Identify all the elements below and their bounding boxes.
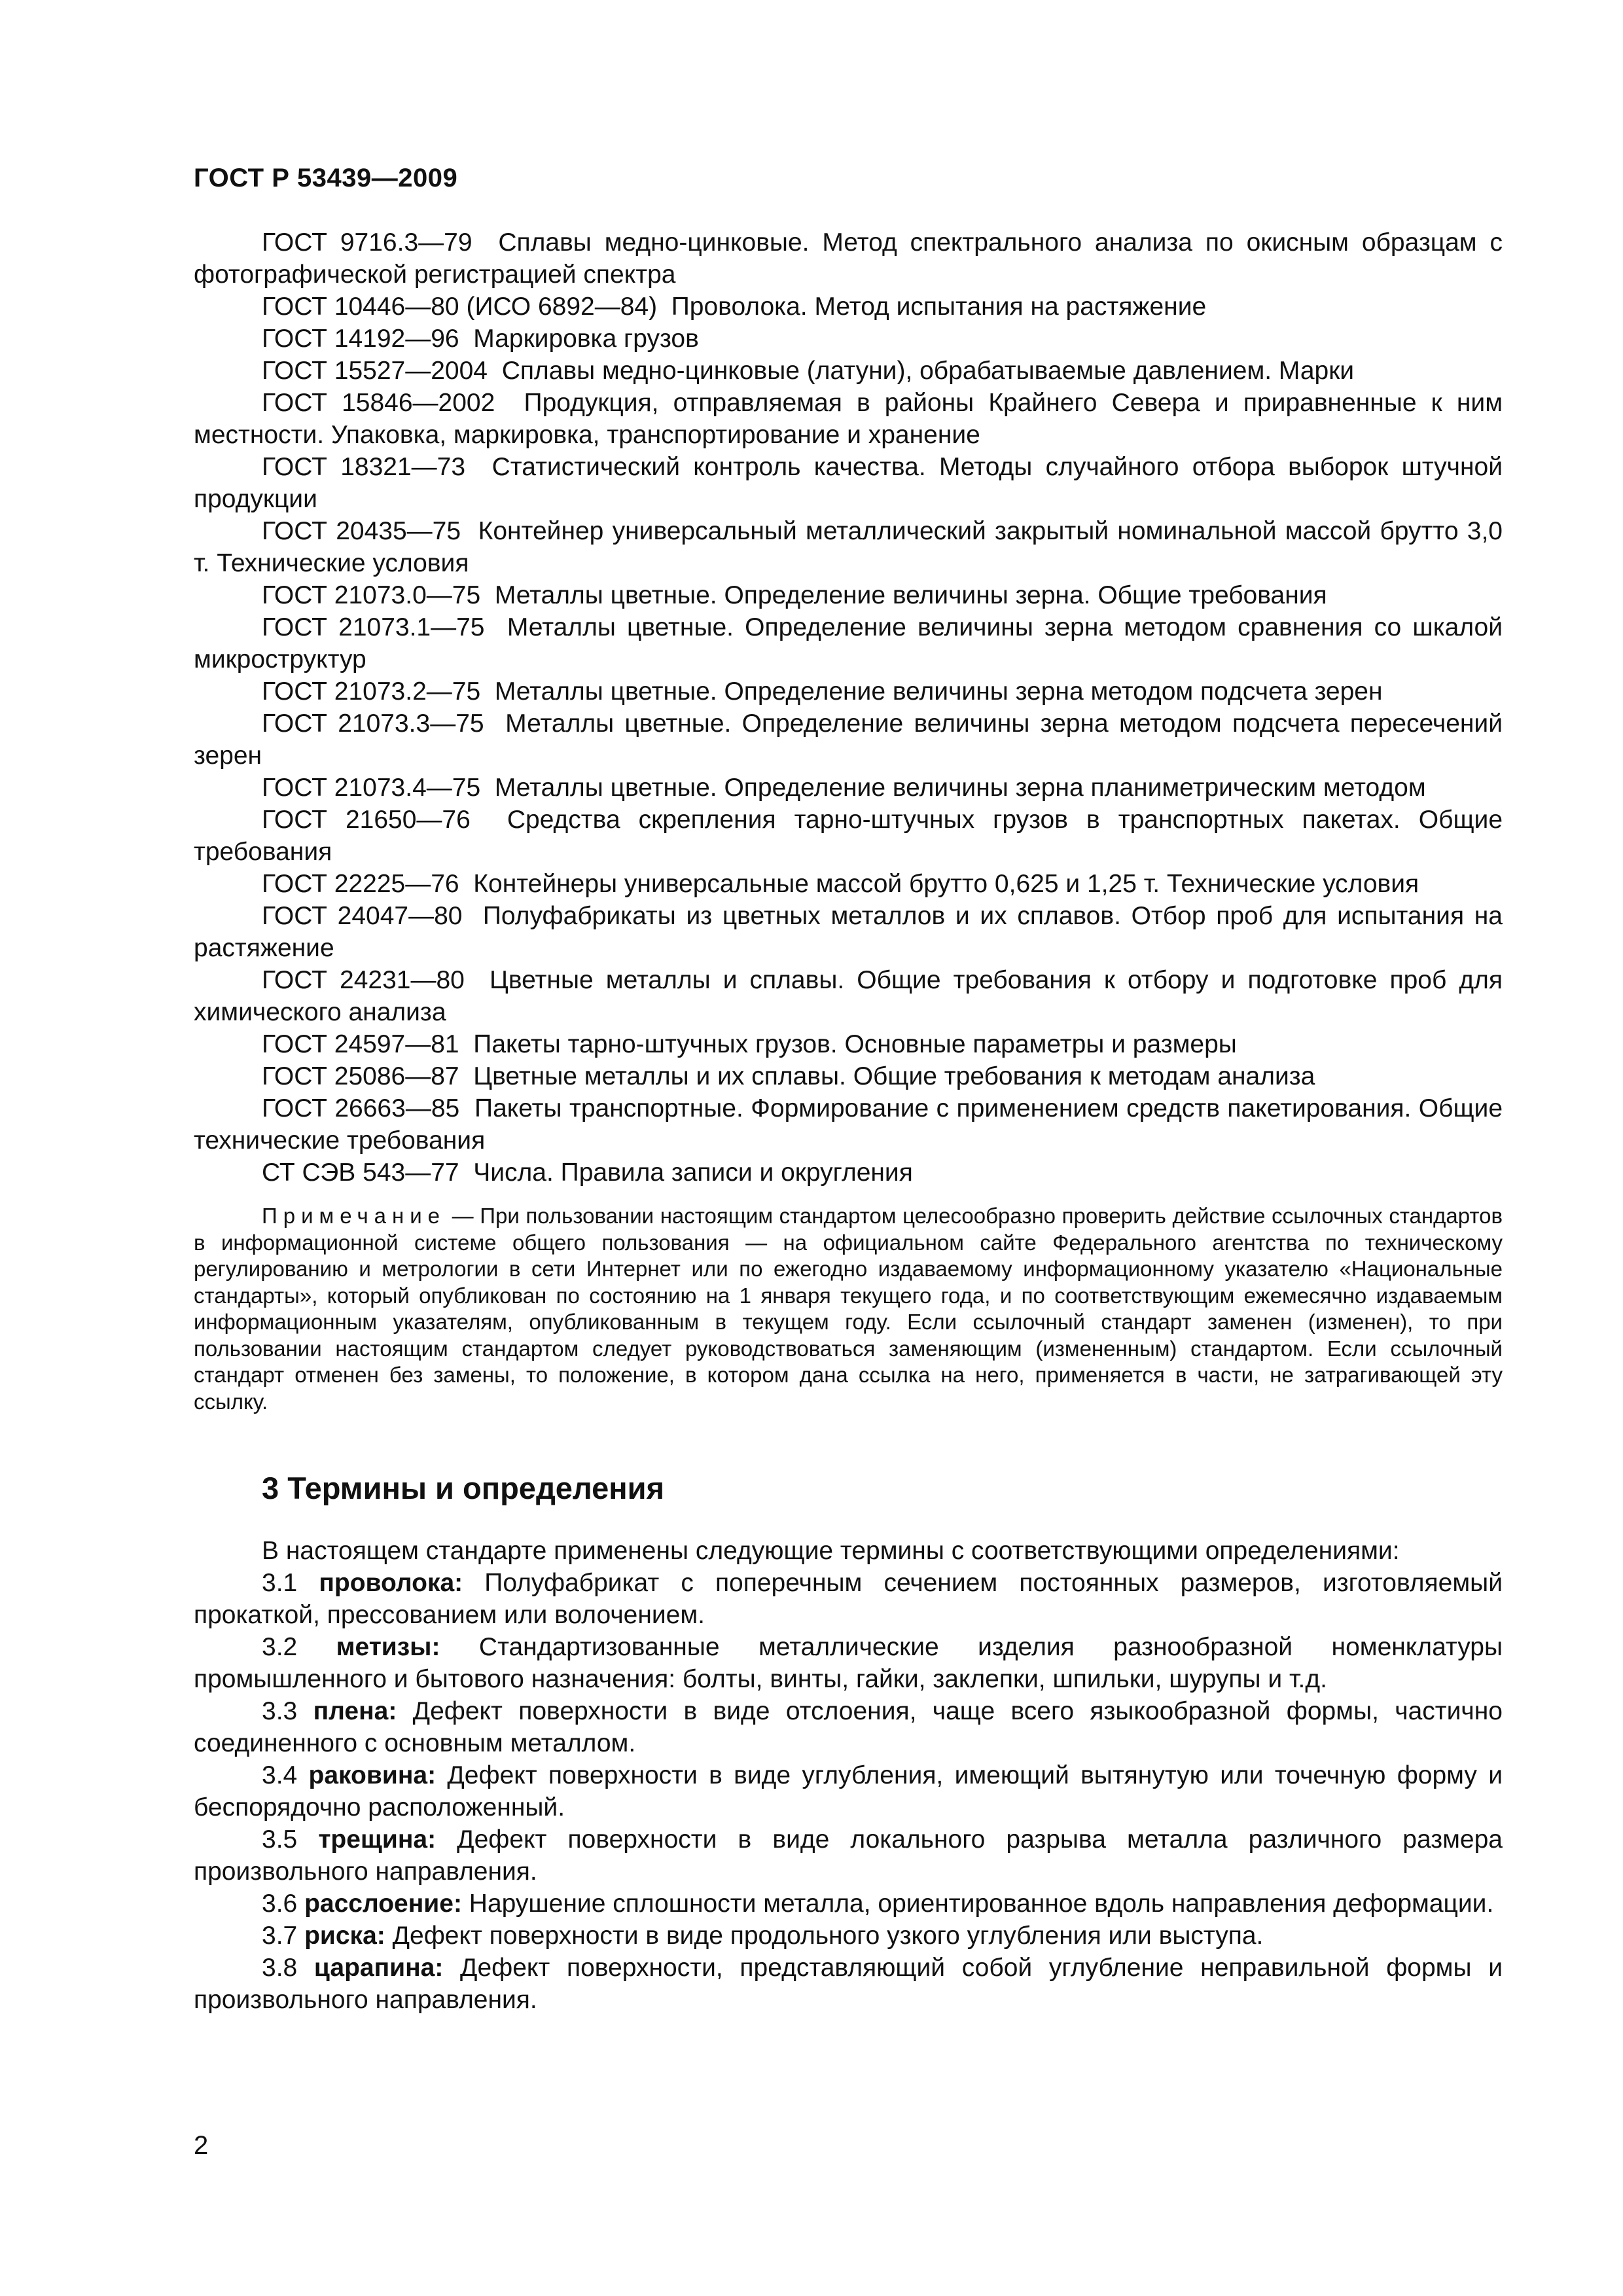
reference-code: ГОСТ 21073.4—75 — [262, 774, 481, 802]
reference-item — [194, 1060, 1503, 1092]
term-word: плена: — [313, 1697, 397, 1725]
reference-item — [194, 868, 1503, 900]
reference-title: Цветные металлы и сплавы. Общие требования к отбору и подготовке проб для химического анализа — [194, 966, 1503, 1026]
reference-title: Металлы цветные. Определение величины зерна. Общие требования — [494, 581, 1327, 609]
reference-code: ГОСТ 22225—76 — [262, 870, 459, 898]
reference-code: ГОСТ 15846—2002 — [262, 389, 495, 417]
term-word: метизы: — [336, 1633, 440, 1661]
reference-item — [194, 291, 1503, 323]
reference-title: Продукция, отправляемая в районы Крайнего Севера и приравненные к ним местности. Упаковка, маркировка, транспортирование и хранение — [194, 389, 1503, 449]
term-number: 3.8 — [262, 1954, 298, 1982]
term-item — [194, 1952, 1503, 2016]
term-number: 3.3 — [262, 1697, 298, 1725]
terms-list — [194, 1535, 1503, 2016]
term-definition: Дефект поверхности в виде локального разрыва металла различного размера произвольного направления. — [194, 1825, 1503, 1886]
term-item — [194, 1695, 1503, 1759]
term-item — [194, 1823, 1503, 1888]
note-text: — При пользовании настоящим стандартом целесообразно проверить действие ссылочных стандартов в информационной системе общего пользования — на официальном сайте Федерального агентства по техническому регулированию и метрологии в сети Интернет или по ежегодно издаваемому информационному указателю «Национальные стандарты», который опубликован по состоянию на 1 января текущего года, и по соответствующим ежемесячно издаваемым информационным указателям, опубликованным в текущем году. Если ссылочный стандарт заменен (изменен), то при пользовании настоящим стандартом следует руководствоваться заменяющим (измененным) стандартом. Если ссылочный стандарт отменен без замены, то положение, в котором дана ссылка на него, применяется в части, не затрагивающей эту ссылку. — [194, 1204, 1503, 1414]
reference-title: Сплавы медно-цинковые. Метод спектрального анализа по окисным образцам с фотографической регистрацией спектра — [194, 228, 1503, 289]
document-header: ГОСТ Р 53439—2009 — [194, 164, 458, 192]
term-number: 3.6 — [262, 1890, 298, 1918]
reference-code: ГОСТ 21073.3—75 — [262, 709, 484, 738]
page-number: 2 — [194, 2131, 209, 2160]
term-word: расслоение: — [304, 1890, 462, 1918]
term-number: 3.7 — [262, 1922, 298, 1950]
reference-item — [194, 1092, 1503, 1157]
term-number: 3.1 — [262, 1569, 298, 1597]
reference-code: ГОСТ 21073.1—75 — [262, 613, 485, 641]
reference-code: ГОСТ 21073.0—75 — [262, 581, 481, 609]
term-item — [194, 1759, 1503, 1823]
reference-item — [194, 355, 1503, 387]
reference-title: Контейнеры универсальные массой брутто 0,625 и 1,25 т. Технические условия — [473, 870, 1419, 898]
reference-code: ГОСТ 21073.2—75 — [262, 677, 481, 706]
reference-title: Металлы цветные. Определение величины зерна методом сравнения со шкалой микроструктур — [194, 613, 1503, 673]
term-definition: Дефект поверхности в виде продольного узкого углубления или выступа. — [392, 1922, 1264, 1950]
reference-item — [194, 772, 1503, 804]
reference-title: Сплавы медно-цинковые (латуни), обрабатываемые давлением. Марки — [501, 357, 1355, 385]
reference-code: ГОСТ 20435—75 — [262, 517, 461, 545]
reference-code: ГОСТ 15527—2004 — [262, 357, 488, 385]
term-number: 3.2 — [262, 1633, 298, 1661]
reference-title: Проволока. Метод испытания на растяжение — [671, 293, 1207, 321]
reference-title: Металлы цветные. Определение величины зерна методом подсчета пересечений зерен — [194, 709, 1503, 770]
reference-code: СТ СЭВ 543—77 — [262, 1158, 459, 1187]
term-word: риска: — [304, 1922, 385, 1950]
reference-item — [194, 804, 1503, 868]
note-label: Примечание — [262, 1204, 446, 1228]
term-item — [194, 1920, 1503, 1952]
term-item — [194, 1631, 1503, 1695]
reference-code: ГОСТ 14192—96 — [262, 325, 459, 353]
reference-item — [194, 708, 1503, 772]
reference-title: Пакеты тарно-штучных грузов. Основные параметры и размеры — [473, 1030, 1237, 1058]
reference-item — [194, 451, 1503, 515]
reference-title: Средства скрепления тарно-штучных грузов в транспортных пакетах. Общие требования — [194, 806, 1503, 866]
reference-code: ГОСТ 21650—76 — [262, 806, 471, 834]
section-title: 3 Термины и определения — [262, 1471, 664, 1505]
reference-item — [194, 515, 1503, 579]
reference-item — [194, 1157, 1503, 1189]
term-word: царапина: — [313, 1954, 444, 1982]
reference-item — [194, 675, 1503, 708]
term-definition: Дефект поверхности в виде углубления, имеющий вытянутую или точечную форму и беспорядочно расположенный. — [194, 1761, 1503, 1821]
term-definition: Дефект поверхности в виде отслоения, чаще всего языкообразной формы, частично соединенного с основным металлом. — [194, 1697, 1503, 1757]
references-list — [194, 226, 1503, 1189]
reference-item — [194, 323, 1503, 355]
note-paragraph — [194, 1203, 1503, 1415]
term-number: 3.4 — [262, 1761, 298, 1789]
reference-item — [194, 1028, 1503, 1060]
term-number: 3.5 — [262, 1825, 298, 1854]
term-word: раковина: — [308, 1761, 437, 1789]
reference-title: Числа. Правила записи и округления — [473, 1158, 913, 1187]
reference-code: ГОСТ 9716.3—79 — [262, 228, 473, 257]
reference-item — [194, 964, 1503, 1028]
reference-code: ГОСТ 18321—73 — [262, 453, 466, 481]
term-definition: Стандартизованные металлические изделия разнообразной номенклатуры промышленного и бытового назначения: болты, винты, гайки, заклепки, шпильки, шурупы и т.д. — [194, 1633, 1503, 1693]
reference-title: Полуфабрикаты из цветных металлов и их сплавов. Отбор проб для испытания на растяжение — [194, 902, 1503, 962]
reference-title: Металлы цветные. Определение величины зерна методом подсчета зерен — [494, 677, 1383, 706]
reference-code: ГОСТ 25086—87 — [262, 1062, 459, 1090]
terms-intro: В настоящем стандарте применены следующие термины с соответствующими определениями: — [262, 1537, 1400, 1565]
term-definition: Полуфабрикат с поперечным сечением постоянных размеров, изготовляемый прокаткой, прессованием или волочением. — [194, 1569, 1503, 1629]
term-word: проволока: — [319, 1569, 463, 1597]
reference-code: ГОСТ 24231—80 — [262, 966, 465, 994]
term-definition: Нарушение сплошности металла, ориентированное вдоль направления деформации. — [469, 1890, 1494, 1918]
reference-item — [194, 226, 1503, 291]
reference-item — [194, 387, 1503, 451]
term-item — [194, 1888, 1503, 1920]
reference-title: Контейнер универсальный металлический закрытый номинальной массой брутто 3,0 т. Технические условия — [194, 517, 1503, 577]
reference-title: Маркировка грузов — [473, 325, 699, 353]
reference-title: Цветные металлы и их сплавы. Общие требования к методам анализа — [473, 1062, 1315, 1090]
term-item — [194, 1567, 1503, 1631]
reference-title: Статистический контроль качества. Методы случайного отбора выборок штучной продукции — [194, 453, 1503, 513]
reference-title: Металлы цветные. Определение величины зерна планиметрическим методом — [494, 774, 1426, 802]
reference-code: ГОСТ 24047—80 — [262, 902, 463, 930]
reference-item — [194, 611, 1503, 675]
reference-item — [194, 579, 1503, 611]
term-definition: Дефект поверхности, представляющий собой углубление неправильной формы и произвольного направления. — [194, 1954, 1503, 2014]
reference-code: ГОСТ 10446—80 (ИСО 6892—84) — [262, 293, 658, 321]
reference-code: ГОСТ 26663—85 — [262, 1094, 460, 1122]
reference-title: Пакеты транспортные. Формирование с применением средств пакетирования. Общие технические требования — [194, 1094, 1503, 1155]
term-word: трещина: — [318, 1825, 437, 1854]
reference-item — [194, 900, 1503, 964]
reference-code: ГОСТ 24597—81 — [262, 1030, 459, 1058]
